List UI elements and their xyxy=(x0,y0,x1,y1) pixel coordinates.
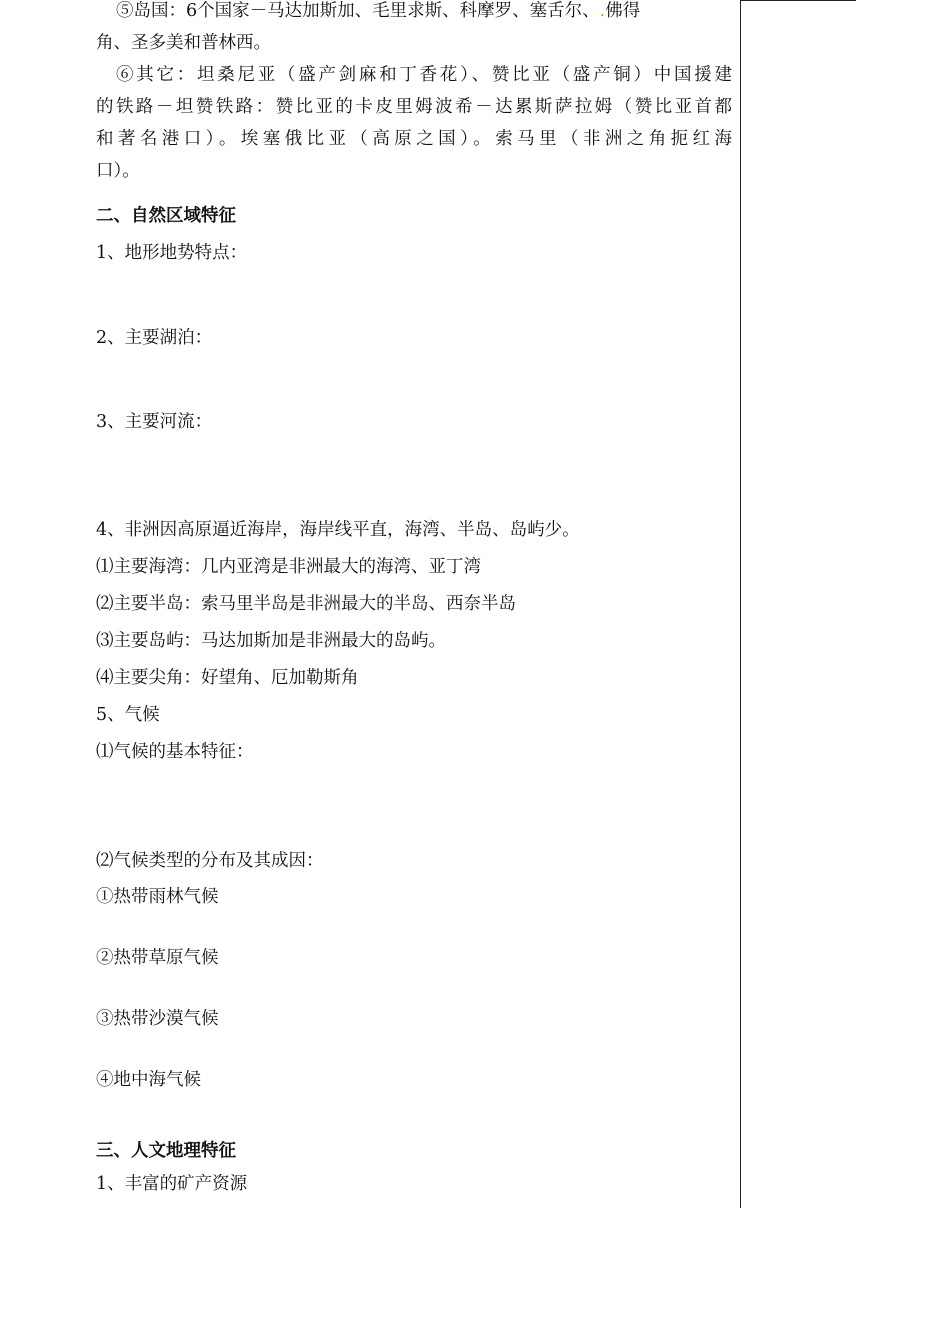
main-peninsulas: ⑵主要半岛：索马里半岛是非洲最大的半岛、西奈半岛 xyxy=(96,594,516,614)
others-line-3: 和著名港口）。埃塞俄比亚（高原之国）。索马里（非洲之角扼红海 xyxy=(96,129,732,149)
section-heading-natural: 二、自然区域特征 xyxy=(96,206,236,226)
climate-rainforest: ①热带雨林气候 xyxy=(96,887,219,907)
others-line-4: 口）。 xyxy=(96,161,140,181)
question-rivers: 3、主要河流： xyxy=(96,412,213,432)
main-islands: ⑶主要岛屿：马达加斯加是非洲最大的岛屿。 xyxy=(96,631,446,651)
question-lakes: 2、主要湖泊： xyxy=(96,328,213,348)
main-bays: ⑴主要海湾：几内亚湾是非洲最大的海湾、亚丁湾 xyxy=(96,557,481,577)
main-capes: ⑷主要尖角：好望角、厄加勒斯角 xyxy=(96,668,359,688)
right-margin-line xyxy=(740,0,741,1208)
island-countries-continued: 角、圣多美和普林西。 xyxy=(96,33,271,53)
highlight-dot: . xyxy=(599,1,606,21)
climate-mediterranean: ④地中海气候 xyxy=(96,1070,201,1090)
top-border-line xyxy=(741,0,856,1)
island-countries-line xyxy=(116,0,640,22)
question-terrain: 1、地形地势特点： xyxy=(96,243,248,263)
others-line-1: ⑥其它：坦桑尼亚（盛产剑麻和丁香花）、赞比亚（盛产铜）中国援建 xyxy=(116,65,732,85)
coastline-paragraph: 4、非洲因高原逼近海岸，海岸线平直，海湾、半岛、岛屿少。 xyxy=(96,520,580,540)
mineral-resources: 1、丰富的矿产资源 xyxy=(96,1174,248,1194)
climate-distribution: ⑵气候类型的分布及其成因： xyxy=(96,851,324,871)
climate-basic-features: ⑴气候的基本特征： xyxy=(96,742,254,762)
climate-heading: 5、气候 xyxy=(96,705,160,725)
section-heading-human: 三、人文地理特征 xyxy=(96,1141,236,1161)
text-segment: ⑤岛国：6个国家－马达加斯加、毛里求斯、科摩罗、塞舌尔、 xyxy=(116,1,600,21)
text-segment: 佛得 xyxy=(605,1,641,21)
others-line-2: 的铁路－坦赞铁路：赞比亚的卡皮里姆波希－达累斯萨拉姆（赞比亚首都 xyxy=(96,97,732,117)
climate-desert: ③热带沙漠气候 xyxy=(96,1009,219,1029)
climate-savanna: ②热带草原气候 xyxy=(96,948,219,968)
